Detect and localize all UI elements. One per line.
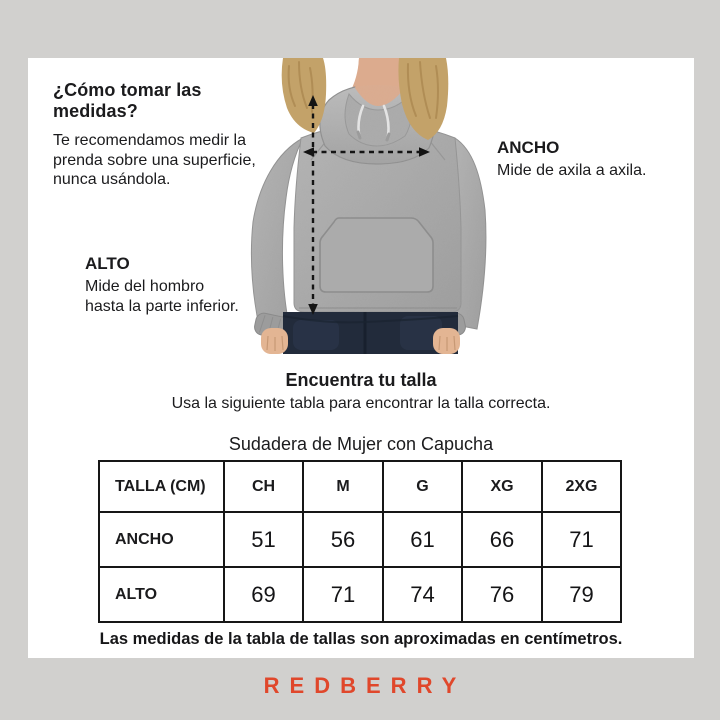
col-g: G (383, 461, 462, 512)
cell-alto-ch: 69 (224, 567, 303, 622)
cell-ancho-xg: 66 (462, 512, 542, 567)
find-size-block (28, 370, 694, 413)
ancho-callout (497, 138, 687, 181)
how-to-title: ¿Cómo tomar las medidas? (53, 80, 202, 121)
find-size-title: Encuentra tu talla (285, 370, 437, 390)
cell-ancho-2xg: 71 (542, 512, 621, 567)
size-table (98, 460, 622, 623)
col-ch: CH (224, 461, 303, 512)
size-table-header-row (99, 461, 621, 512)
alto-callout (85, 254, 265, 316)
find-size-subtitle: Usa la siguiente tabla para encontrar la talla correcta. (171, 395, 551, 412)
cell-ancho-g: 61 (383, 512, 462, 567)
col-m: M (303, 461, 383, 512)
right-hand (433, 328, 460, 354)
content-panel (28, 58, 694, 658)
measurements-note: Las medidas de la tabla de tallas son aproximadas en centímetros. (99, 630, 623, 648)
size-table-title: Sudadera de Mujer con Capucha (228, 434, 494, 454)
cell-alto-m: 71 (303, 567, 383, 622)
cell-ancho-m: 56 (303, 512, 383, 567)
col-talla: TALLA (CM) (99, 461, 224, 512)
cell-alto-2xg: 79 (542, 567, 621, 622)
table-row-alto (99, 567, 621, 622)
col-2xg: 2XG (542, 461, 621, 512)
cell-alto-g: 74 (383, 567, 462, 622)
how-to-measure-block (53, 80, 283, 190)
how-to-text: Te recomendamos medir la prenda sobre una superficie, nunca usándola. (53, 132, 256, 188)
ancho-title: ANCHO (497, 138, 560, 157)
row-label-ancho: ANCHO (99, 512, 224, 567)
ancho-description: Mide de axila a axila. (497, 162, 647, 179)
alto-title: ALTO (85, 254, 130, 273)
cell-alto-xg: 76 (462, 567, 542, 622)
size-table-wrap (98, 460, 622, 623)
kangaroo-pocket (320, 218, 433, 292)
table-row-ancho (99, 512, 621, 567)
alto-description: Mide del hombro hasta la parte inferior. (85, 278, 239, 315)
row-label-alto: ALTO (99, 567, 224, 622)
left-hand (261, 328, 288, 354)
brand-logo: REDBERRY (263, 673, 467, 698)
col-xg: XG (462, 461, 542, 512)
cell-ancho-ch: 51 (224, 512, 303, 567)
jeans (283, 312, 458, 354)
